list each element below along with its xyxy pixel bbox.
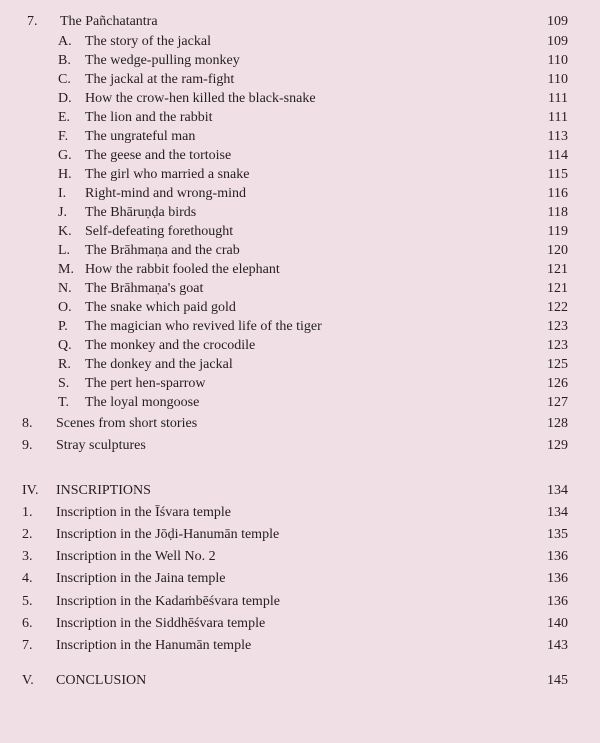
- entry-number: 3.: [22, 549, 33, 564]
- subentry-title: Right-mind and wrong-mind: [85, 186, 246, 201]
- subentry-letter: E.: [58, 110, 71, 125]
- subentry-page-number: 127: [547, 395, 568, 410]
- subentry-title: The Bhāruṇḍa birds: [85, 205, 197, 220]
- entry-page-number: 134: [547, 505, 568, 520]
- toc-subentry: [0, 166, 600, 184]
- entry-title: Inscription in the Īśvara temple: [56, 505, 231, 520]
- subentry-title: The Brāhmaṇa and the crab: [85, 243, 240, 258]
- subentry-title: The girl who married a snake: [85, 167, 250, 182]
- toc-inscription-entry: [0, 593, 600, 611]
- toc-entry-panchatantra: [0, 13, 600, 31]
- subentry-title: How the rabbit fooled the elephant: [85, 262, 280, 277]
- subentry-letter: F.: [58, 129, 69, 144]
- subentry-letter: G.: [58, 148, 72, 163]
- entry-number: 2.: [22, 527, 33, 542]
- entry-title: Inscription in the Well No. 2: [56, 549, 216, 564]
- toc-subentry: [0, 394, 600, 412]
- subentry-title: The lion and the rabbit: [85, 110, 213, 125]
- toc-subentry: [0, 223, 600, 241]
- subentry-title: The snake which paid gold: [85, 300, 236, 315]
- toc-subentry: [0, 204, 600, 222]
- subentry-title: The story of the jackal: [85, 34, 211, 49]
- chapter-number: IV.: [22, 483, 39, 498]
- subentry-title: The jackal at the ram-fight: [85, 72, 235, 87]
- subentry-page-number: 113: [547, 129, 568, 144]
- subentry-letter: C.: [58, 72, 71, 87]
- entry-title: Stray sculptures: [56, 438, 146, 453]
- subentry-page-number: 118: [547, 205, 568, 220]
- toc-inscription-entry: [0, 570, 600, 588]
- subentry-letter: B.: [58, 53, 71, 68]
- entry-number: 8.: [22, 416, 33, 431]
- subentry-page-number: 110: [547, 72, 568, 87]
- entry-number: 9.: [22, 438, 33, 453]
- entry-page-number: 135: [547, 527, 568, 542]
- entry-title: Scenes from short stories: [56, 416, 198, 431]
- subentry-letter: Q.: [58, 338, 72, 353]
- subentry-title: Self-defeating forethought: [85, 224, 234, 239]
- chapter-page-number: 145: [547, 673, 568, 688]
- entry-page-number: 140: [547, 616, 568, 631]
- subentry-page-number: 122: [547, 300, 568, 315]
- subentry-title: How the crow-hen killed the black-snake: [85, 91, 316, 106]
- subentry-page-number: 126: [547, 376, 568, 391]
- chapter-title: CONCLUSION: [56, 673, 147, 688]
- toc-subentry: [0, 261, 600, 279]
- toc-inscription-entry: [0, 637, 600, 655]
- chapter-title: INSCRIPTIONS: [56, 483, 151, 498]
- subentry-title: The pert hen-sparrow: [85, 376, 206, 391]
- subentry-page-number: 110: [547, 53, 568, 68]
- subentry-letter: S.: [58, 376, 70, 391]
- toc-inscription-entry: [0, 504, 600, 522]
- toc-subentry: [0, 337, 600, 355]
- entry-number: 7.: [27, 14, 38, 29]
- subentry-title: The loyal mongoose: [85, 395, 200, 410]
- toc-chapter-inscriptions: [0, 482, 600, 500]
- entry-number: 7.: [22, 638, 33, 653]
- subentry-page-number: 114: [547, 148, 568, 163]
- toc-inscription-entry: [0, 548, 600, 566]
- toc-subentry: [0, 242, 600, 260]
- subentry-page-number: 120: [547, 243, 568, 258]
- subentry-title: The wedge-pulling monkey: [85, 53, 240, 68]
- entry-page-number: 136: [547, 571, 568, 586]
- toc-subentry: [0, 128, 600, 146]
- subentry-letter: A.: [58, 34, 72, 49]
- subentry-letter: D.: [58, 91, 72, 106]
- subentry-title: The Brāhmaṇa's goat: [85, 281, 204, 296]
- entry-number: 4.: [22, 571, 33, 586]
- entry-page-number: 143: [547, 638, 568, 653]
- subentry-title: The magician who revived life of the tiger: [85, 319, 322, 334]
- toc-entry-stray-sculptures: [0, 437, 600, 455]
- toc-subentry: [0, 147, 600, 165]
- toc-subentry: [0, 375, 600, 393]
- entry-title: Inscription in the Jōḍi-Hanumān temple: [56, 527, 280, 542]
- toc-inscription-entry: [0, 615, 600, 633]
- chapter-number: V.: [22, 673, 34, 688]
- subentry-letter: M.: [58, 262, 74, 277]
- entry-title: Inscription in the Hanumān temple: [56, 638, 252, 653]
- subentry-letter: L.: [58, 243, 71, 258]
- subentry-letter: H.: [58, 167, 72, 182]
- subentry-title: The monkey and the crocodile: [85, 338, 256, 353]
- entry-page-number: 129: [547, 438, 568, 453]
- toc-inscription-entry: [0, 526, 600, 544]
- entry-page-number: 136: [547, 594, 568, 609]
- entry-title: Inscription in the Siddhēśvara temple: [56, 616, 266, 631]
- subentry-letter: O.: [58, 300, 72, 315]
- toc-subentry: [0, 90, 600, 108]
- toc-subentry: [0, 299, 600, 317]
- subentry-letter: P.: [58, 319, 68, 334]
- toc-subentry: [0, 52, 600, 70]
- toc-subentry: [0, 33, 600, 51]
- subentry-page-number: 121: [547, 281, 568, 296]
- toc-chapter-conclusion: [0, 672, 600, 690]
- toc-subentry: [0, 318, 600, 336]
- subentry-letter: T.: [58, 395, 70, 410]
- subentry-page-number: 125: [547, 357, 568, 372]
- toc-entry-short-stories: [0, 415, 600, 433]
- toc-subentry: [0, 356, 600, 374]
- subentry-letter: K.: [58, 224, 72, 239]
- entry-page-number: 109: [547, 14, 568, 29]
- toc-subentry: [0, 280, 600, 298]
- entry-title: Inscription in the Jaina temple: [56, 571, 226, 586]
- subentry-title: The ungrateful man: [85, 129, 196, 144]
- subentry-page-number: 123: [547, 319, 568, 334]
- subentry-letter: J.: [58, 205, 67, 220]
- subentry-page-number: 116: [547, 186, 568, 201]
- subentry-page-number: 109: [547, 34, 568, 49]
- subentry-letter: N.: [58, 281, 72, 296]
- toc-subentry: [0, 185, 600, 203]
- subentry-page-number: 115: [547, 167, 568, 182]
- subentry-page-number: 111: [548, 110, 568, 125]
- subentry-letter: I.: [58, 186, 67, 201]
- entry-title: The Pañchatantra: [60, 14, 158, 29]
- toc-subentry: [0, 109, 600, 127]
- subentry-page-number: 123: [547, 338, 568, 353]
- entry-title: Inscription in the Kadaṁbēśvara temple: [56, 594, 280, 609]
- subentry-page-number: 111: [548, 91, 568, 106]
- subentry-title: The geese and the tortoise: [85, 148, 232, 163]
- subentry-page-number: 121: [547, 262, 568, 277]
- toc-subentry: [0, 71, 600, 89]
- entry-page-number: 128: [547, 416, 568, 431]
- entry-number: 6.: [22, 616, 33, 631]
- entry-page-number: 136: [547, 549, 568, 564]
- chapter-page-number: 134: [547, 483, 568, 498]
- entry-number: 1.: [22, 505, 33, 520]
- subentry-title: The donkey and the jackal: [85, 357, 233, 372]
- entry-number: 5.: [22, 594, 33, 609]
- subentry-page-number: 119: [547, 224, 568, 239]
- subentry-letter: R.: [58, 357, 71, 372]
